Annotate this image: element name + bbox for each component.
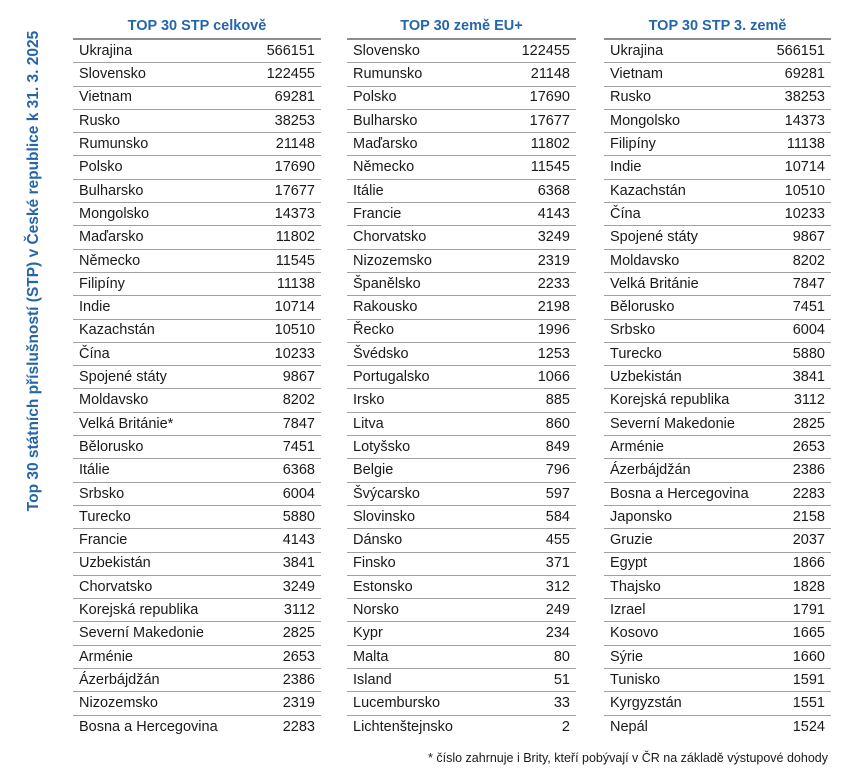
country-name: Litva bbox=[353, 415, 384, 432]
table-row bbox=[604, 366, 831, 389]
table-row bbox=[604, 320, 831, 343]
table-row bbox=[347, 110, 576, 133]
count-value: 1591 bbox=[792, 671, 825, 688]
table-row bbox=[73, 156, 321, 179]
table-row bbox=[347, 506, 576, 529]
table-row bbox=[73, 203, 321, 226]
table-row bbox=[347, 436, 576, 459]
count-value: 11802 bbox=[275, 229, 315, 246]
count-value: 3112 bbox=[793, 392, 825, 409]
count-value: 455 bbox=[545, 532, 570, 549]
count-value: 796 bbox=[545, 462, 570, 479]
count-value: 17677 bbox=[274, 182, 315, 199]
count-value: 1996 bbox=[537, 322, 570, 339]
country-name: Egypt bbox=[610, 555, 648, 572]
count-value: 14373 bbox=[784, 112, 825, 129]
table-row bbox=[73, 40, 321, 63]
count-value: 122455 bbox=[266, 66, 315, 83]
country-name: Švédsko bbox=[353, 345, 409, 362]
country-name: Japonsko bbox=[610, 508, 673, 525]
table-row bbox=[347, 203, 576, 226]
table-row bbox=[73, 226, 321, 249]
count-value: 2386 bbox=[792, 462, 825, 479]
count-value: 2158 bbox=[792, 508, 825, 525]
table-row bbox=[73, 669, 321, 692]
table-row bbox=[347, 599, 576, 622]
count-value: 2825 bbox=[792, 415, 825, 432]
country-name: Ukrajina bbox=[79, 42, 133, 59]
count-value: 38253 bbox=[784, 89, 825, 106]
count-value: 2653 bbox=[792, 438, 825, 455]
country-name: Filipíny bbox=[610, 136, 656, 153]
country-name: Tunisko bbox=[610, 671, 661, 688]
country-name: Bosna a Hercegovina bbox=[79, 719, 218, 735]
count-value: 566151 bbox=[776, 42, 825, 59]
table-row bbox=[604, 273, 831, 296]
table-row bbox=[604, 343, 831, 366]
table-row bbox=[604, 553, 831, 576]
country-name: Kyrgyzstán bbox=[610, 695, 682, 712]
count-value: 2198 bbox=[537, 299, 570, 316]
table-row bbox=[604, 40, 831, 63]
count-value: 1866 bbox=[792, 555, 825, 572]
table-row bbox=[347, 250, 576, 273]
country-name: Itálie bbox=[353, 182, 384, 199]
count-value: 8202 bbox=[282, 392, 315, 409]
country-name: Srbsko bbox=[610, 322, 656, 339]
country-name: Německo bbox=[79, 252, 141, 269]
table-row bbox=[347, 180, 576, 203]
table-row bbox=[604, 413, 831, 436]
country-name: Dánsko bbox=[353, 532, 403, 549]
table-row bbox=[347, 226, 576, 249]
table-row bbox=[73, 576, 321, 599]
count-value: 6004 bbox=[792, 322, 825, 339]
table-row bbox=[604, 459, 831, 482]
country-name: Norsko bbox=[353, 602, 399, 619]
count-value: 10510 bbox=[784, 182, 825, 199]
count-value: 10233 bbox=[784, 205, 825, 222]
country-name: Portugalsko bbox=[353, 369, 430, 386]
country-name: Arménie bbox=[610, 438, 664, 455]
country-name: Nizozemsko bbox=[353, 252, 432, 269]
count-value: 6368 bbox=[537, 182, 570, 199]
count-value: 3841 bbox=[792, 369, 825, 386]
country-name: Nepál bbox=[610, 719, 648, 735]
table-row bbox=[604, 716, 831, 739]
count-value: 1791 bbox=[792, 602, 825, 619]
count-value: 2037 bbox=[792, 532, 825, 549]
page-title: Top 30 státních příslušností (STP) v České republice k 31. 3. 2025 bbox=[25, 30, 42, 512]
table-row bbox=[73, 320, 321, 343]
country-name: Kypr bbox=[353, 625, 383, 642]
table-row bbox=[73, 273, 321, 296]
table-total bbox=[73, 38, 321, 739]
country-name: Slovinsko bbox=[353, 508, 416, 525]
country-name: Belgie bbox=[353, 462, 394, 479]
table-row bbox=[73, 716, 321, 739]
column-third-countries bbox=[604, 14, 831, 739]
table-row bbox=[73, 529, 321, 552]
count-value: 11545 bbox=[530, 159, 570, 176]
count-value: 6368 bbox=[282, 462, 315, 479]
table-row bbox=[73, 599, 321, 622]
table-row bbox=[604, 87, 831, 110]
country-name: Vietnam bbox=[79, 89, 132, 106]
country-name: Rakousko bbox=[353, 299, 418, 316]
country-name: Indie bbox=[610, 159, 642, 176]
country-name: Estonsko bbox=[353, 578, 413, 595]
country-name: Rusko bbox=[610, 89, 652, 106]
count-value: 11802 bbox=[530, 136, 570, 153]
country-name: Severní Makedonie bbox=[79, 625, 204, 642]
count-value: 80 bbox=[553, 648, 570, 665]
footnote: * číslo zahrnuje i Brity, kteří pobývají v ČR na základě výstupové dohody bbox=[428, 751, 828, 765]
table-row bbox=[347, 483, 576, 506]
table-row bbox=[347, 413, 576, 436]
country-name: Gruzie bbox=[610, 532, 653, 549]
count-value: 51 bbox=[553, 671, 570, 688]
country-name: Španělsko bbox=[353, 275, 421, 292]
country-name: Turecko bbox=[610, 345, 662, 362]
country-name: Chorvatsko bbox=[79, 578, 153, 595]
count-value: 69281 bbox=[784, 66, 825, 83]
count-value: 1524 bbox=[792, 719, 825, 735]
country-name: Slovensko bbox=[353, 42, 420, 59]
count-value: 7451 bbox=[282, 438, 315, 455]
table-row bbox=[73, 343, 321, 366]
country-name: Finsko bbox=[353, 555, 396, 572]
table-row bbox=[73, 250, 321, 273]
country-name: Německo bbox=[353, 159, 415, 176]
table-row bbox=[604, 63, 831, 86]
count-value: 21148 bbox=[530, 66, 570, 83]
country-name: Maďarsko bbox=[353, 136, 418, 153]
country-name: Rumunsko bbox=[353, 66, 423, 83]
country-name: Severní Makedonie bbox=[610, 415, 735, 432]
table-row bbox=[604, 576, 831, 599]
count-value: 584 bbox=[545, 508, 570, 525]
country-name: Rumunsko bbox=[79, 136, 149, 153]
count-value: 17690 bbox=[529, 89, 570, 106]
country-name: Kosovo bbox=[610, 625, 659, 642]
count-value: 312 bbox=[545, 578, 570, 595]
table-row bbox=[347, 389, 576, 412]
table-row bbox=[347, 343, 576, 366]
column-title-eu: TOP 30 země EU+ bbox=[400, 18, 523, 34]
count-value: 11138 bbox=[276, 275, 315, 292]
country-name: Polsko bbox=[79, 159, 123, 176]
country-name: Srbsko bbox=[79, 485, 125, 502]
country-name: Uzbekistán bbox=[79, 555, 151, 572]
table-row bbox=[347, 622, 576, 645]
table-row bbox=[347, 40, 576, 63]
table-row bbox=[73, 63, 321, 86]
count-value: 1066 bbox=[537, 369, 570, 386]
count-value: 11138 bbox=[786, 136, 825, 153]
country-name: Polsko bbox=[353, 89, 397, 106]
count-value: 2653 bbox=[282, 648, 315, 665]
country-name: Uzbekistán bbox=[610, 369, 682, 386]
country-name: Velká Británie* bbox=[79, 415, 174, 432]
count-value: 5880 bbox=[282, 508, 315, 525]
table-row bbox=[73, 87, 321, 110]
table-row bbox=[73, 692, 321, 715]
column-title-third-countries: TOP 30 STP 3. země bbox=[648, 18, 787, 34]
country-name: Bulharsko bbox=[79, 182, 144, 199]
table-row bbox=[73, 506, 321, 529]
table-row bbox=[73, 389, 321, 412]
country-name: Irsko bbox=[353, 392, 385, 409]
count-value: 9867 bbox=[282, 369, 315, 386]
table-row bbox=[604, 156, 831, 179]
count-value: 249 bbox=[545, 602, 570, 619]
count-value: 9867 bbox=[792, 229, 825, 246]
count-value: 3249 bbox=[282, 578, 315, 595]
count-value: 2319 bbox=[282, 695, 315, 712]
count-value: 33 bbox=[553, 695, 570, 712]
table-row bbox=[73, 622, 321, 645]
table-row bbox=[347, 366, 576, 389]
country-name: Island bbox=[353, 671, 392, 688]
country-name: Ázerbájdžán bbox=[610, 462, 691, 479]
count-value: 38253 bbox=[274, 112, 315, 129]
table-row bbox=[604, 483, 831, 506]
table-row bbox=[604, 226, 831, 249]
count-value: 21148 bbox=[275, 136, 315, 153]
table-row bbox=[604, 203, 831, 226]
count-value: 14373 bbox=[274, 205, 315, 222]
country-name: Lucembursko bbox=[353, 695, 441, 712]
count-value: 11545 bbox=[275, 252, 315, 269]
table-row bbox=[347, 692, 576, 715]
table-row bbox=[604, 692, 831, 715]
table-row bbox=[604, 296, 831, 319]
table-row bbox=[604, 646, 831, 669]
count-value: 3249 bbox=[537, 229, 570, 246]
country-name: Švýcarsko bbox=[353, 485, 420, 502]
table-third-countries bbox=[604, 38, 831, 739]
country-name: Kazachstán bbox=[79, 322, 155, 339]
country-name: Spojené státy bbox=[610, 229, 698, 246]
column-eu bbox=[347, 14, 576, 739]
country-name: Korejská republika bbox=[79, 602, 199, 619]
count-value: 2283 bbox=[792, 485, 825, 502]
count-value: 1253 bbox=[537, 345, 570, 362]
country-name: Francie bbox=[79, 532, 128, 549]
count-value: 5880 bbox=[792, 345, 825, 362]
count-value: 1665 bbox=[792, 625, 825, 642]
country-name: Bosna a Hercegovina bbox=[610, 485, 749, 502]
table-row bbox=[347, 156, 576, 179]
table-eu bbox=[347, 38, 576, 739]
count-value: 6004 bbox=[282, 485, 315, 502]
country-name: Čína bbox=[610, 205, 641, 222]
table-row bbox=[604, 389, 831, 412]
count-value: 2386 bbox=[282, 671, 315, 688]
country-name: Nizozemsko bbox=[79, 695, 158, 712]
table-row bbox=[604, 669, 831, 692]
table-row bbox=[73, 553, 321, 576]
count-value: 4143 bbox=[282, 532, 315, 549]
table-row bbox=[347, 63, 576, 86]
table-row bbox=[347, 529, 576, 552]
country-name: Lotyšsko bbox=[353, 438, 411, 455]
country-name: Itálie bbox=[79, 462, 110, 479]
table-row bbox=[73, 413, 321, 436]
table-row bbox=[604, 180, 831, 203]
table-row bbox=[347, 87, 576, 110]
country-name: Arménie bbox=[79, 648, 133, 665]
country-name: Spojené státy bbox=[79, 369, 167, 386]
country-name: Slovensko bbox=[79, 66, 146, 83]
country-name: Bělorusko bbox=[610, 299, 675, 316]
country-name: Francie bbox=[353, 205, 402, 222]
count-value: 234 bbox=[545, 625, 570, 642]
country-name: Ázerbájdžán bbox=[79, 671, 160, 688]
country-name: Maďarsko bbox=[79, 229, 144, 246]
count-value: 17677 bbox=[529, 112, 570, 129]
count-value: 885 bbox=[545, 392, 570, 409]
country-name: Lichtenštejnsko bbox=[353, 719, 453, 735]
table-row bbox=[604, 250, 831, 273]
country-name: Rusko bbox=[79, 112, 121, 129]
count-value: 17690 bbox=[274, 159, 315, 176]
table-row bbox=[347, 296, 576, 319]
country-name: Mongolsko bbox=[610, 112, 681, 129]
count-value: 69281 bbox=[274, 89, 315, 106]
country-name: Bulharsko bbox=[353, 112, 418, 129]
table-row bbox=[604, 506, 831, 529]
country-name: Moldavsko bbox=[79, 392, 149, 409]
country-name: Velká Británie bbox=[610, 275, 699, 292]
country-name: Malta bbox=[353, 648, 389, 665]
count-value: 10510 bbox=[274, 322, 315, 339]
country-name: Thajsko bbox=[610, 578, 661, 595]
table-row bbox=[73, 366, 321, 389]
country-name: Izrael bbox=[610, 602, 646, 619]
count-value: 122455 bbox=[521, 42, 570, 59]
country-name: Ukrajina bbox=[610, 42, 664, 59]
count-value: 3112 bbox=[283, 602, 315, 619]
count-value: 1551 bbox=[792, 695, 825, 712]
count-value: 10714 bbox=[784, 159, 825, 176]
count-value: 2319 bbox=[537, 252, 570, 269]
country-name: Chorvatsko bbox=[353, 229, 427, 246]
count-value: 2 bbox=[561, 719, 570, 735]
country-name: Indie bbox=[79, 299, 111, 316]
count-value: 1660 bbox=[792, 648, 825, 665]
country-name: Kazachstán bbox=[610, 182, 686, 199]
count-value: 10233 bbox=[274, 345, 315, 362]
table-row bbox=[604, 529, 831, 552]
count-value: 10714 bbox=[274, 299, 315, 316]
country-name: Filipíny bbox=[79, 275, 125, 292]
table-row bbox=[347, 646, 576, 669]
count-value: 1828 bbox=[792, 578, 825, 595]
count-value: 2825 bbox=[282, 625, 315, 642]
country-name: Sýrie bbox=[610, 648, 644, 665]
table-row bbox=[347, 133, 576, 156]
table-row bbox=[347, 576, 576, 599]
column-title-total: TOP 30 STP celkově bbox=[127, 18, 267, 34]
country-name: Bělorusko bbox=[79, 438, 144, 455]
count-value: 4143 bbox=[537, 205, 570, 222]
count-value: 371 bbox=[545, 555, 570, 572]
table-row bbox=[604, 599, 831, 622]
table-row bbox=[347, 459, 576, 482]
count-value: 597 bbox=[545, 485, 570, 502]
count-value: 566151 bbox=[266, 42, 315, 59]
count-value: 2233 bbox=[537, 275, 570, 292]
count-value: 7451 bbox=[792, 299, 825, 316]
count-value: 849 bbox=[545, 438, 570, 455]
country-name: Mongolsko bbox=[79, 205, 150, 222]
count-value: 7847 bbox=[282, 415, 315, 432]
country-name: Korejská republika bbox=[610, 392, 730, 409]
table-row bbox=[347, 669, 576, 692]
table-row bbox=[347, 553, 576, 576]
table-row bbox=[73, 180, 321, 203]
count-value: 860 bbox=[545, 415, 570, 432]
count-value: 8202 bbox=[792, 252, 825, 269]
country-name: Řecko bbox=[353, 322, 395, 339]
table-row bbox=[73, 459, 321, 482]
country-name: Vietnam bbox=[610, 66, 663, 83]
table-row bbox=[73, 646, 321, 669]
count-value: 7847 bbox=[792, 275, 825, 292]
table-row bbox=[604, 622, 831, 645]
table-row bbox=[604, 110, 831, 133]
count-value: 3841 bbox=[282, 555, 315, 572]
table-row bbox=[73, 436, 321, 459]
country-name: Moldavsko bbox=[610, 252, 680, 269]
table-row bbox=[604, 133, 831, 156]
table-row bbox=[73, 110, 321, 133]
table-row bbox=[347, 320, 576, 343]
column-total bbox=[73, 14, 321, 739]
count-value: 2283 bbox=[282, 719, 315, 735]
table-row bbox=[73, 133, 321, 156]
table-row bbox=[347, 716, 576, 739]
table-row bbox=[347, 273, 576, 296]
table-row bbox=[604, 436, 831, 459]
table-row bbox=[73, 483, 321, 506]
country-name: Čína bbox=[79, 345, 110, 362]
country-name: Turecko bbox=[79, 508, 131, 525]
table-row bbox=[73, 296, 321, 319]
